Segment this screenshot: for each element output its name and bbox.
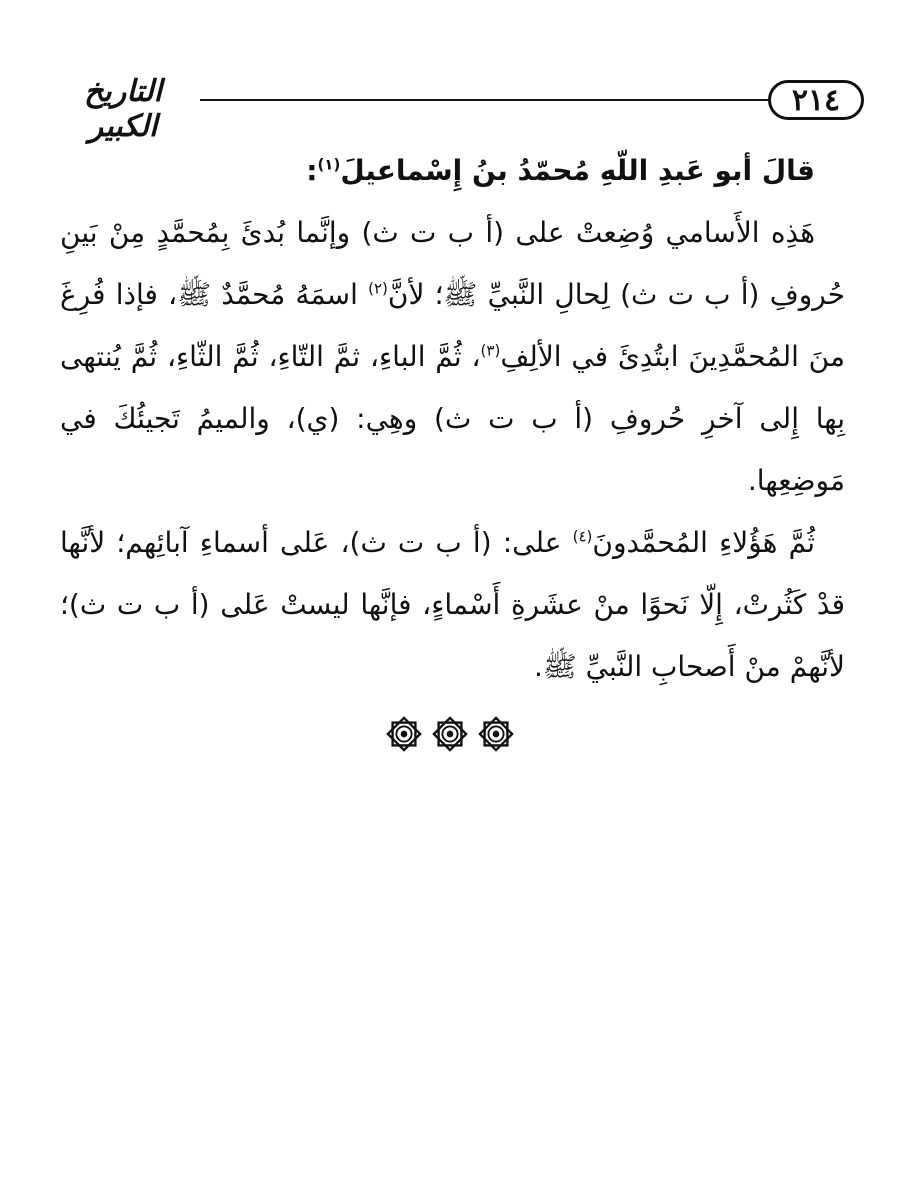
footnote-ref-2[interactable]: (٢): [368, 279, 388, 298]
header-rule: [200, 99, 768, 101]
paragraph-1-part-a: هَذِه الأَسامي وُضِعتْ على (أ ب ت ث) وإنَّما بُدئَ بِمُحمَّدٍ مِنْ بَينِ حُروفِ (أ ب ت ث) لِحالِ النَّبيِّ ﷺ؛ لأنَّ: [60, 216, 846, 311]
paragraph-2-part-b: على: (أ ب ت ث)، عَلى أسماءِ آبائِهم؛ لأنَّها قدْ كَثُرتْ، إِلّا نَحوًا منْ عشَرةِ أَسْماءٍ، فإنَّها ليستْ عَلى (أ ب ت ث)؛ لأنَّهمْ منْ أَصحابِ النَّبيِّ ﷺ.: [60, 526, 845, 683]
page-body: [60, 140, 845, 698]
paragraph-1-part-b: اسمَهُ مُحمَّدٌ ﷺ، فإذا فُرِغَ منَ المُحمَّدِينَ ابتُدِئَ في الألِفِ: [60, 278, 845, 373]
paragraph-2-part-a: ثُمَّ هَؤُلاءِ المُحمَّدونَ: [592, 526, 815, 559]
rosette-icon: [431, 715, 469, 753]
narrator-heading: [60, 140, 845, 202]
page-header: [40, 70, 880, 144]
section-end-ornaments: [0, 715, 900, 753]
footnote-ref-4[interactable]: (٤): [572, 527, 593, 546]
footnote-ref-3[interactable]: (٣): [480, 341, 501, 360]
book-title: التاريخ الكبير: [84, 74, 162, 144]
rosette-icon: [477, 715, 515, 753]
page-number-badge: ٢١٤: [768, 80, 864, 120]
paragraph-1-part-c: ، ثُمَّ الباءِ، ثمَّ التّاءِ، ثُمَّ الثّاءِ، ثُمَّ يُنتهى بِها إِلى آخرِ حُروفِ (أ ب ت ث) وهِي: (ي)، والميمُ تَجيئُكَ في مَوضِعِها.: [60, 340, 845, 497]
paragraph-2: [60, 512, 845, 698]
paragraph-1: [60, 202, 845, 512]
heading-text: قالَ أبو عَبدِ اللّهِ مُحمّدُ بنُ إِسْماعيلَ: [340, 154, 815, 187]
rosette-icon: [385, 715, 423, 753]
heading-colon: :: [306, 154, 318, 187]
footnote-ref-1[interactable]: (١): [317, 155, 341, 174]
